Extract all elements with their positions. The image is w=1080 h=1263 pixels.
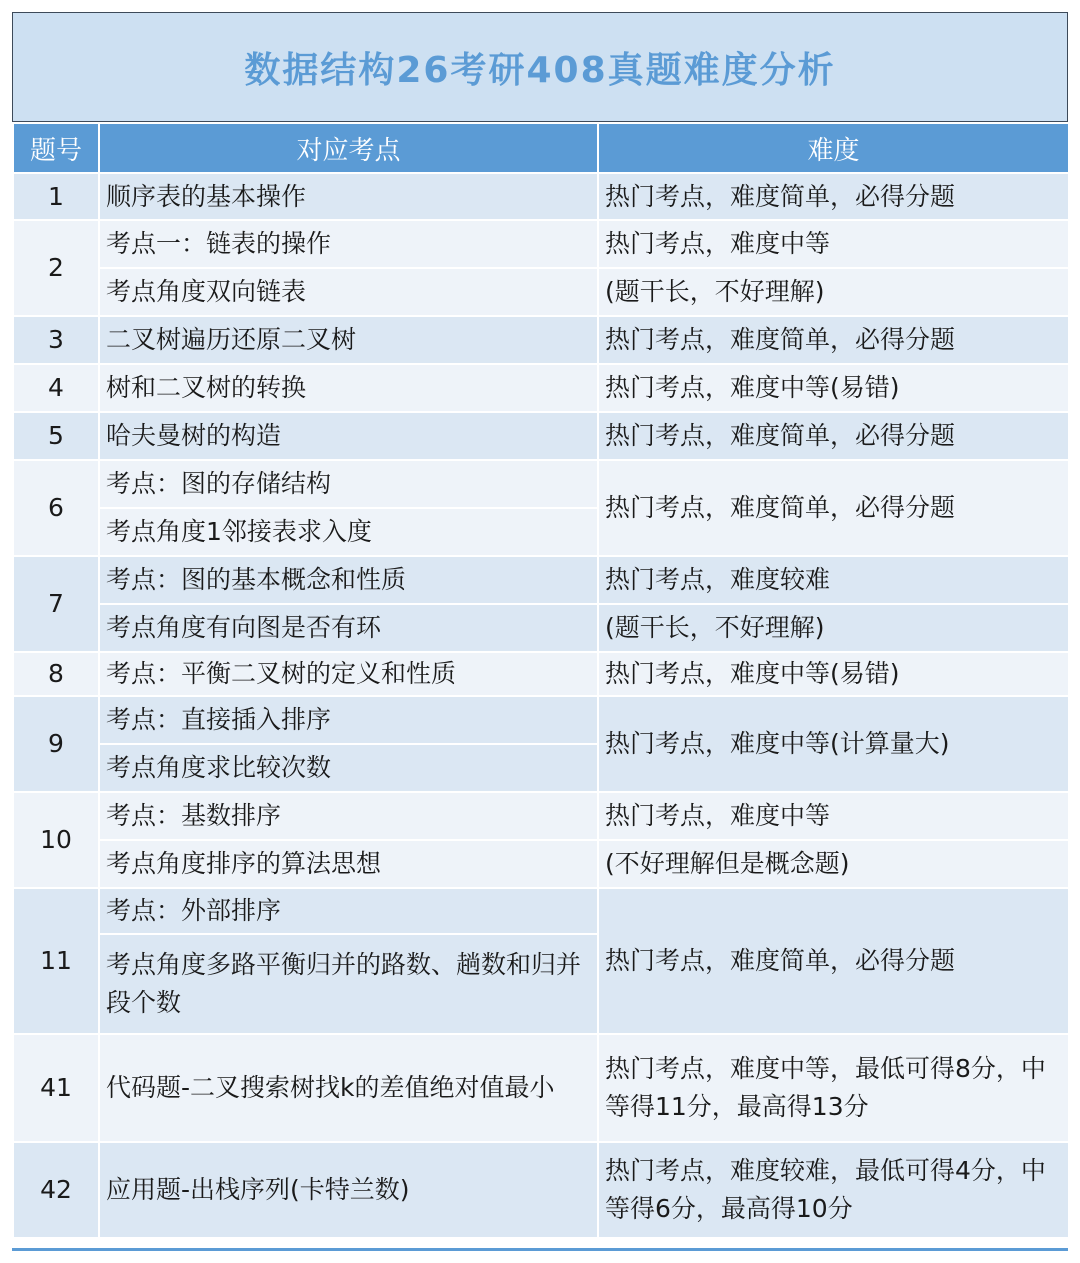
topic-cell: 考点角度多路平衡归并的路数、趟数和归并段个数 [99,934,598,1034]
difficulty-cell: 热门考点，难度中等 [598,220,1069,268]
topic-cell: 考点角度排序的算法思想 [99,840,598,888]
question-number: 42 [13,1142,99,1238]
topic-cell: 考点：外部排序 [99,888,598,934]
topic-cell: 考点：平衡二叉树的定义和性质 [99,652,598,696]
table-row [13,364,1069,412]
table-row [13,412,1069,460]
question-number: 41 [13,1034,99,1142]
difficulty-cell: 热门考点，难度简单，必得分题 [598,173,1069,220]
question-number: 9 [13,696,99,792]
topic-cell: 代码题-二叉搜索树找k的差值绝对值最小 [99,1034,598,1142]
difficulty-cell: 热门考点，难度中等，最低可得8分，中等得11分，最高得13分 [598,1034,1069,1142]
table-row [13,696,1069,744]
topic-cell: 考点角度1邻接表求入度 [99,508,598,556]
topic-cell: 考点角度求比较次数 [99,744,598,792]
table-row [13,460,1069,508]
topic-cell: 应用题-出栈序列(卡特兰数) [99,1142,598,1238]
header-difficulty: 难度 [598,123,1069,173]
table-row [13,268,1069,316]
difficulty-cell: 热门考点，难度较难，最低可得4分，中等得6分，最高得10分 [598,1142,1069,1238]
difficulty-table [12,122,1070,1239]
table-row [13,1142,1069,1238]
table-bottom-border [12,1248,1068,1251]
topic-cell: 考点一：链表的操作 [99,220,598,268]
table-header-row [13,123,1069,173]
difficulty-cell: 热门考点，难度中等(易错) [598,364,1069,412]
table-row [13,652,1069,696]
question-number: 1 [13,173,99,220]
table-row [13,556,1069,604]
table-row [13,604,1069,652]
topic-cell: 二叉树遍历还原二叉树 [99,316,598,364]
question-number: 2 [13,220,99,316]
topic-cell: 考点角度有向图是否有环 [99,604,598,652]
topic-cell: 考点：图的存储结构 [99,460,598,508]
difficulty-cell: 热门考点，难度简单，必得分题 [598,460,1069,556]
question-number: 11 [13,888,99,1034]
table-row [13,888,1069,934]
header-topic: 对应考点 [99,123,598,173]
difficulty-cell: 热门考点，难度简单，必得分题 [598,412,1069,460]
table-row [13,840,1069,888]
title-banner [12,12,1068,122]
topic-cell: 顺序表的基本操作 [99,173,598,220]
topic-cell: 哈夫曼树的构造 [99,412,598,460]
question-number: 7 [13,556,99,652]
topic-cell: 考点：直接插入排序 [99,696,598,744]
page-title: 数据结构26考研408真题难度分析 [244,49,836,91]
topic-cell: 考点角度双向链表 [99,268,598,316]
difficulty-cell: (题干长，不好理解) [598,604,1069,652]
topic-cell: 树和二叉树的转换 [99,364,598,412]
table-row [13,316,1069,364]
difficulty-cell: (不好理解但是概念题) [598,840,1069,888]
question-number: 3 [13,316,99,364]
question-number: 5 [13,412,99,460]
difficulty-cell: 热门考点，难度中等(易错) [598,652,1069,696]
difficulty-cell: (题干长，不好理解) [598,268,1069,316]
table-row [13,1034,1069,1142]
question-number: 6 [13,460,99,556]
topic-cell: 考点：图的基本概念和性质 [99,556,598,604]
difficulty-cell: 热门考点，难度中等 [598,792,1069,840]
difficulty-cell: 热门考点，难度简单，必得分题 [598,316,1069,364]
question-number: 4 [13,364,99,412]
difficulty-cell: 热门考点，难度简单，必得分题 [598,888,1069,1034]
topic-cell: 考点：基数排序 [99,792,598,840]
table-row [13,792,1069,840]
question-number: 8 [13,652,99,696]
difficulty-cell: 热门考点，难度中等(计算量大) [598,696,1069,792]
table-row [13,173,1069,220]
question-number: 10 [13,792,99,888]
difficulty-cell: 热门考点，难度较难 [598,556,1069,604]
header-question-number: 题号 [13,123,99,173]
table-row [13,220,1069,268]
